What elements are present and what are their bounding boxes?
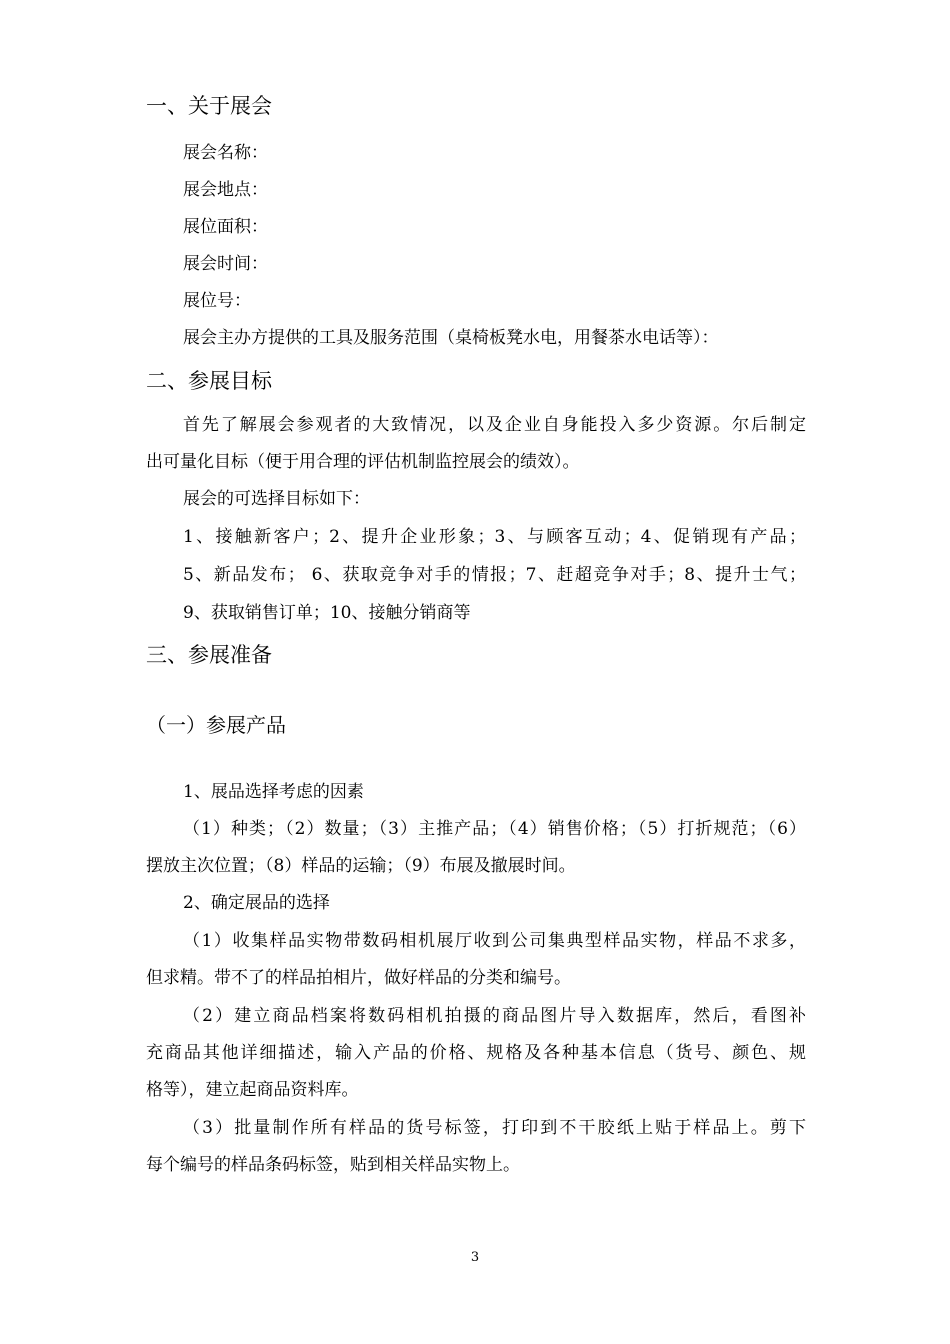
page-number: 3 [470,1250,480,1265]
section-1-heading: 一、关于展会 [146,94,272,118]
paragraph-line: 摆放主次位置；（8）样品的运输；（9）布展及撤展时间。 [146,856,576,876]
goals-line: 5、新品发布； 6、获取竞争对手的情报；7、赶超竞争对手；8、提升士气； [183,565,806,585]
field-organizer-services: 展会主办方提供的工具及服务范围（桌椅板凳水电，用餐茶水电话等）： [183,328,719,348]
item-heading: 1、展品选择考虑的因素 [183,782,364,802]
field-exhibition-name: 展会名称： [183,143,268,163]
paragraph-line: 充商品其他详细描述，输入产品的价格、规格及各种基本信息（货号、颜色、规 [146,1043,806,1063]
paragraph-line: 出可量化目标（便于用合理的评估机制监控展会的绩效）。 [146,452,580,472]
subsection-heading: （一）参展产品 [146,713,286,737]
field-booth-area: 展位面积： [183,217,268,237]
goals-line: 9、获取销售订单；10、接触分销商等 [183,603,471,623]
paragraph-line: 格等），建立起商品资料库。 [146,1080,359,1100]
field-booth-number: 展位号： [183,291,251,311]
paragraph-line: 展会的可选择目标如下： [183,489,370,509]
paragraph-line: 首先了解展会参观者的大致情况，以及企业自身能投入多少资源。尔后制定 [183,415,806,435]
paragraph-line: （1）种类；（2）数量；（3）主推产品；（4）销售价格；（5）打折规范；（6） [183,819,806,839]
paragraph-line: （1）收集样品实物带数码相机展厅收到公司集典型样品实物，样品不求多， [183,931,806,951]
section-3-heading: 三、参展准备 [146,643,272,667]
paragraph-line: 每个编号的样品条码标签，贴到相关样品实物上。 [146,1155,520,1175]
paragraph-line: 但求精。带不了的样品拍相片，做好样品的分类和编号。 [146,968,571,988]
goals-line: 1、接触新客户；2、提升企业形象；3、与顾客互动；4、促销现有产品； [183,527,806,547]
item-heading: 2、确定展品的选择 [183,893,330,913]
field-exhibition-location: 展会地点： [183,180,268,200]
field-exhibition-time: 展会时间： [183,254,268,274]
paragraph-line: （3）批量制作所有样品的货号标签，打印到不干胶纸上贴于样品上。剪下 [183,1118,806,1138]
paragraph-line: （2）建立商品档案将数码相机拍摄的商品图片导入数据库，然后，看图补 [183,1006,806,1026]
section-2-heading: 二、参展目标 [146,369,272,393]
